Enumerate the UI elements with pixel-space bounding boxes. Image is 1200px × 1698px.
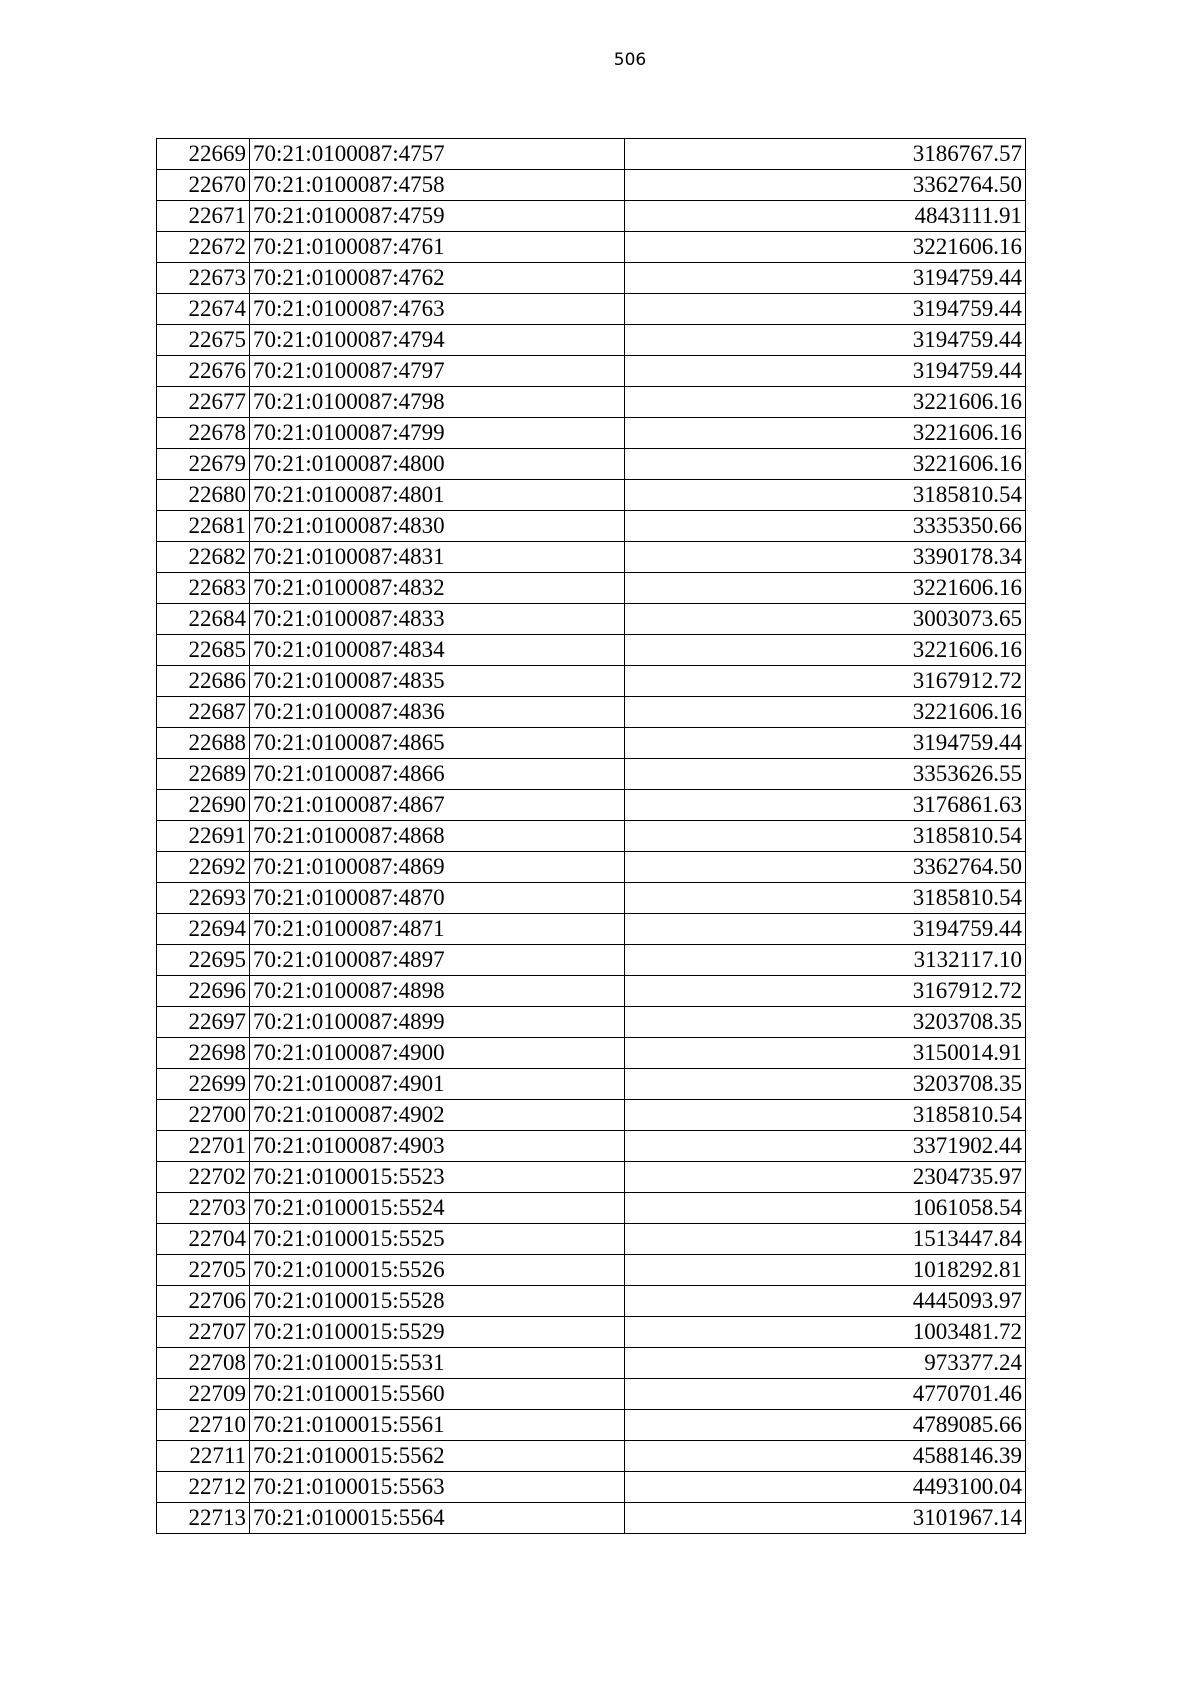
cadastral-value-cell: 4588146.39 <box>625 1441 1026 1472</box>
cadastral-number-cell: 70:21:0100015:5561 <box>250 1410 625 1441</box>
table-row <box>157 759 1026 790</box>
cadastral-value-cell: 3101967.14 <box>625 1503 1026 1534</box>
cadastral-number-cell: 70:21:0100015:5531 <box>250 1348 625 1379</box>
table-row <box>157 511 1026 542</box>
cadastral-value-cell: 3132117.10 <box>625 945 1026 976</box>
cadastral-value-table <box>156 138 1026 1534</box>
table-row <box>157 325 1026 356</box>
cadastral-value-cell: 3194759.44 <box>625 294 1026 325</box>
row-number-cell: 22703 <box>157 1193 250 1224</box>
cadastral-value-cell: 4843111.91 <box>625 201 1026 232</box>
cadastral-number-cell: 70:21:0100087:4869 <box>250 852 625 883</box>
cadastral-number-cell: 70:21:0100087:4899 <box>250 1007 625 1038</box>
cadastral-value-cell: 3185810.54 <box>625 480 1026 511</box>
cadastral-value-cell: 3167912.72 <box>625 666 1026 697</box>
cadastral-number-cell: 70:21:0100087:4897 <box>250 945 625 976</box>
table-row <box>157 387 1026 418</box>
cadastral-value-cell: 3221606.16 <box>625 697 1026 728</box>
cadastral-number-cell: 70:21:0100087:4867 <box>250 790 625 821</box>
cadastral-value-cell: 3221606.16 <box>625 232 1026 263</box>
cadastral-number-cell: 70:21:0100015:5562 <box>250 1441 625 1472</box>
row-number-cell: 22683 <box>157 573 250 604</box>
row-number-cell: 22678 <box>157 418 250 449</box>
row-number-cell: 22672 <box>157 232 250 263</box>
table-row <box>157 945 1026 976</box>
cadastral-value-cell: 3390178.34 <box>625 542 1026 573</box>
cadastral-value-cell: 3176861.63 <box>625 790 1026 821</box>
cadastral-number-cell: 70:21:0100015:5528 <box>250 1286 625 1317</box>
table-row <box>157 976 1026 1007</box>
cadastral-number-cell: 70:21:0100087:4801 <box>250 480 625 511</box>
table-row <box>157 1162 1026 1193</box>
cadastral-value-cell: 3335350.66 <box>625 511 1026 542</box>
table-row <box>157 790 1026 821</box>
cadastral-number-cell: 70:21:0100087:4901 <box>250 1069 625 1100</box>
row-number-cell: 22674 <box>157 294 250 325</box>
row-number-cell: 22706 <box>157 1286 250 1317</box>
cadastral-value-cell: 3221606.16 <box>625 449 1026 480</box>
table-row <box>157 573 1026 604</box>
row-number-cell: 22686 <box>157 666 250 697</box>
cadastral-number-cell: 70:21:0100087:4800 <box>250 449 625 480</box>
cadastral-number-cell: 70:21:0100087:4833 <box>250 604 625 635</box>
table-row <box>157 1348 1026 1379</box>
row-number-cell: 22708 <box>157 1348 250 1379</box>
table-row <box>157 852 1026 883</box>
cadastral-number-cell: 70:21:0100087:4797 <box>250 356 625 387</box>
cadastral-value-cell: 3194759.44 <box>625 325 1026 356</box>
cadastral-value-cell: 3203708.35 <box>625 1007 1026 1038</box>
cadastral-value-cell: 3185810.54 <box>625 821 1026 852</box>
cadastral-number-cell: 70:21:0100087:4759 <box>250 201 625 232</box>
row-number-cell: 22680 <box>157 480 250 511</box>
table-row <box>157 728 1026 759</box>
table-row <box>157 1193 1026 1224</box>
row-number-cell: 22704 <box>157 1224 250 1255</box>
row-number-cell: 22701 <box>157 1131 250 1162</box>
table-row <box>157 418 1026 449</box>
cadastral-number-cell: 70:21:0100015:5564 <box>250 1503 625 1534</box>
table-row <box>157 914 1026 945</box>
table-row <box>157 263 1026 294</box>
cadastral-value-cell: 4493100.04 <box>625 1472 1026 1503</box>
row-number-cell: 22688 <box>157 728 250 759</box>
row-number-cell: 22711 <box>157 1441 250 1472</box>
cadastral-value-cell: 3221606.16 <box>625 635 1026 666</box>
row-number-cell: 22690 <box>157 790 250 821</box>
cadastral-number-cell: 70:21:0100087:4763 <box>250 294 625 325</box>
row-number-cell: 22669 <box>157 139 250 170</box>
row-number-cell: 22712 <box>157 1472 250 1503</box>
cadastral-value-cell: 4770701.46 <box>625 1379 1026 1410</box>
cadastral-number-cell: 70:21:0100087:4799 <box>250 418 625 449</box>
table-row <box>157 1286 1026 1317</box>
row-number-cell: 22682 <box>157 542 250 573</box>
table-row <box>157 542 1026 573</box>
cadastral-number-cell: 70:21:0100087:4868 <box>250 821 625 852</box>
table-row <box>157 201 1026 232</box>
page-number: 506 <box>613 50 647 70</box>
table-row <box>157 1379 1026 1410</box>
row-number-cell: 22694 <box>157 914 250 945</box>
row-number-cell: 22695 <box>157 945 250 976</box>
table-row <box>157 1224 1026 1255</box>
cadastral-value-cell: 3185810.54 <box>625 883 1026 914</box>
cadastral-number-cell: 70:21:0100087:4866 <box>250 759 625 790</box>
row-number-cell: 22696 <box>157 976 250 1007</box>
table-row <box>157 449 1026 480</box>
row-number-cell: 22675 <box>157 325 250 356</box>
cadastral-number-cell: 70:21:0100015:5523 <box>250 1162 625 1193</box>
row-number-cell: 22676 <box>157 356 250 387</box>
cadastral-number-cell: 70:21:0100087:4898 <box>250 976 625 1007</box>
cadastral-value-cell: 1513447.84 <box>625 1224 1026 1255</box>
row-number-cell: 22702 <box>157 1162 250 1193</box>
cadastral-number-cell: 70:21:0100087:4871 <box>250 914 625 945</box>
row-number-cell: 22707 <box>157 1317 250 1348</box>
table-row <box>157 1317 1026 1348</box>
table-row <box>157 1503 1026 1534</box>
table-row <box>157 1007 1026 1038</box>
table-row <box>157 1038 1026 1069</box>
table-body <box>157 139 1026 1534</box>
table-row <box>157 1131 1026 1162</box>
table-row <box>157 604 1026 635</box>
cadastral-value-cell: 3185810.54 <box>625 1100 1026 1131</box>
row-number-cell: 22697 <box>157 1007 250 1038</box>
cadastral-value-cell: 3371902.44 <box>625 1131 1026 1162</box>
cadastral-number-cell: 70:21:0100015:5560 <box>250 1379 625 1410</box>
table-row <box>157 697 1026 728</box>
table-row <box>157 666 1026 697</box>
table-row <box>157 170 1026 201</box>
cadastral-number-cell: 70:21:0100087:4865 <box>250 728 625 759</box>
cadastral-value-cell: 3194759.44 <box>625 914 1026 945</box>
row-number-cell: 22670 <box>157 170 250 201</box>
table-row <box>157 883 1026 914</box>
row-number-cell: 22713 <box>157 1503 250 1534</box>
row-number-cell: 22699 <box>157 1069 250 1100</box>
cadastral-value-cell: 3353626.55 <box>625 759 1026 790</box>
cadastral-number-cell: 70:21:0100087:4798 <box>250 387 625 418</box>
cadastral-number-cell: 70:21:0100015:5525 <box>250 1224 625 1255</box>
row-number-cell: 22685 <box>157 635 250 666</box>
row-number-cell: 22693 <box>157 883 250 914</box>
cadastral-value-cell: 3186767.57 <box>625 139 1026 170</box>
cadastral-value-cell: 973377.24 <box>625 1348 1026 1379</box>
row-number-cell: 22705 <box>157 1255 250 1286</box>
cadastral-number-cell: 70:21:0100087:4831 <box>250 542 625 573</box>
table-row <box>157 232 1026 263</box>
cadastral-value-cell: 3362764.50 <box>625 852 1026 883</box>
table-row <box>157 480 1026 511</box>
table-row <box>157 1255 1026 1286</box>
row-number-cell: 22700 <box>157 1100 250 1131</box>
row-number-cell: 22684 <box>157 604 250 635</box>
cadastral-value-cell: 3003073.65 <box>625 604 1026 635</box>
cadastral-number-cell: 70:21:0100087:4835 <box>250 666 625 697</box>
cadastral-value-cell: 3194759.44 <box>625 728 1026 759</box>
cadastral-value-cell: 3203708.35 <box>625 1069 1026 1100</box>
table-row <box>157 356 1026 387</box>
row-number-cell: 22673 <box>157 263 250 294</box>
cadastral-value-cell: 3167912.72 <box>625 976 1026 1007</box>
cadastral-value-cell: 1018292.81 <box>625 1255 1026 1286</box>
row-number-cell: 22689 <box>157 759 250 790</box>
cadastral-number-cell: 70:21:0100087:4836 <box>250 697 625 728</box>
cadastral-number-cell: 70:21:0100087:4758 <box>250 170 625 201</box>
row-number-cell: 22709 <box>157 1379 250 1410</box>
cadastral-number-cell: 70:21:0100015:5563 <box>250 1472 625 1503</box>
row-number-cell: 22681 <box>157 511 250 542</box>
row-number-cell: 22687 <box>157 697 250 728</box>
cadastral-number-cell: 70:21:0100015:5524 <box>250 1193 625 1224</box>
table-row <box>157 139 1026 170</box>
cadastral-number-cell: 70:21:0100087:4834 <box>250 635 625 666</box>
cadastral-value-cell: 3194759.44 <box>625 263 1026 294</box>
cadastral-value-cell: 1003481.72 <box>625 1317 1026 1348</box>
table-row <box>157 1441 1026 1472</box>
cadastral-number-cell: 70:21:0100015:5529 <box>250 1317 625 1348</box>
cadastral-value-cell: 3221606.16 <box>625 387 1026 418</box>
cadastral-value-cell: 3362764.50 <box>625 170 1026 201</box>
table-row <box>157 1069 1026 1100</box>
cadastral-number-cell: 70:21:0100087:4900 <box>250 1038 625 1069</box>
cadastral-number-cell: 70:21:0100015:5526 <box>250 1255 625 1286</box>
cadastral-value-cell: 3194759.44 <box>625 356 1026 387</box>
cadastral-value-cell: 3150014.91 <box>625 1038 1026 1069</box>
row-number-cell: 22679 <box>157 449 250 480</box>
row-number-cell: 22710 <box>157 1410 250 1441</box>
cadastral-number-cell: 70:21:0100087:4761 <box>250 232 625 263</box>
row-number-cell: 22698 <box>157 1038 250 1069</box>
table-row <box>157 821 1026 852</box>
cadastral-number-cell: 70:21:0100087:4832 <box>250 573 625 604</box>
cadastral-number-cell: 70:21:0100087:4870 <box>250 883 625 914</box>
cadastral-number-cell: 70:21:0100087:4830 <box>250 511 625 542</box>
table-row <box>157 1472 1026 1503</box>
table-row <box>157 1100 1026 1131</box>
cadastral-number-cell: 70:21:0100087:4794 <box>250 325 625 356</box>
cadastral-value-cell: 3221606.16 <box>625 573 1026 604</box>
cadastral-value-cell: 4445093.97 <box>625 1286 1026 1317</box>
cadastral-number-cell: 70:21:0100087:4762 <box>250 263 625 294</box>
row-number-cell: 22692 <box>157 852 250 883</box>
row-number-cell: 22671 <box>157 201 250 232</box>
cadastral-number-cell: 70:21:0100087:4902 <box>250 1100 625 1131</box>
cadastral-number-cell: 70:21:0100087:4903 <box>250 1131 625 1162</box>
cadastral-value-cell: 2304735.97 <box>625 1162 1026 1193</box>
table-row <box>157 294 1026 325</box>
row-number-cell: 22677 <box>157 387 250 418</box>
table-row <box>157 635 1026 666</box>
cadastral-value-cell: 3221606.16 <box>625 418 1026 449</box>
cadastral-value-cell: 4789085.66 <box>625 1410 1026 1441</box>
table-row <box>157 1410 1026 1441</box>
cadastral-value-cell: 1061058.54 <box>625 1193 1026 1224</box>
cadastral-number-cell: 70:21:0100087:4757 <box>250 139 625 170</box>
row-number-cell: 22691 <box>157 821 250 852</box>
